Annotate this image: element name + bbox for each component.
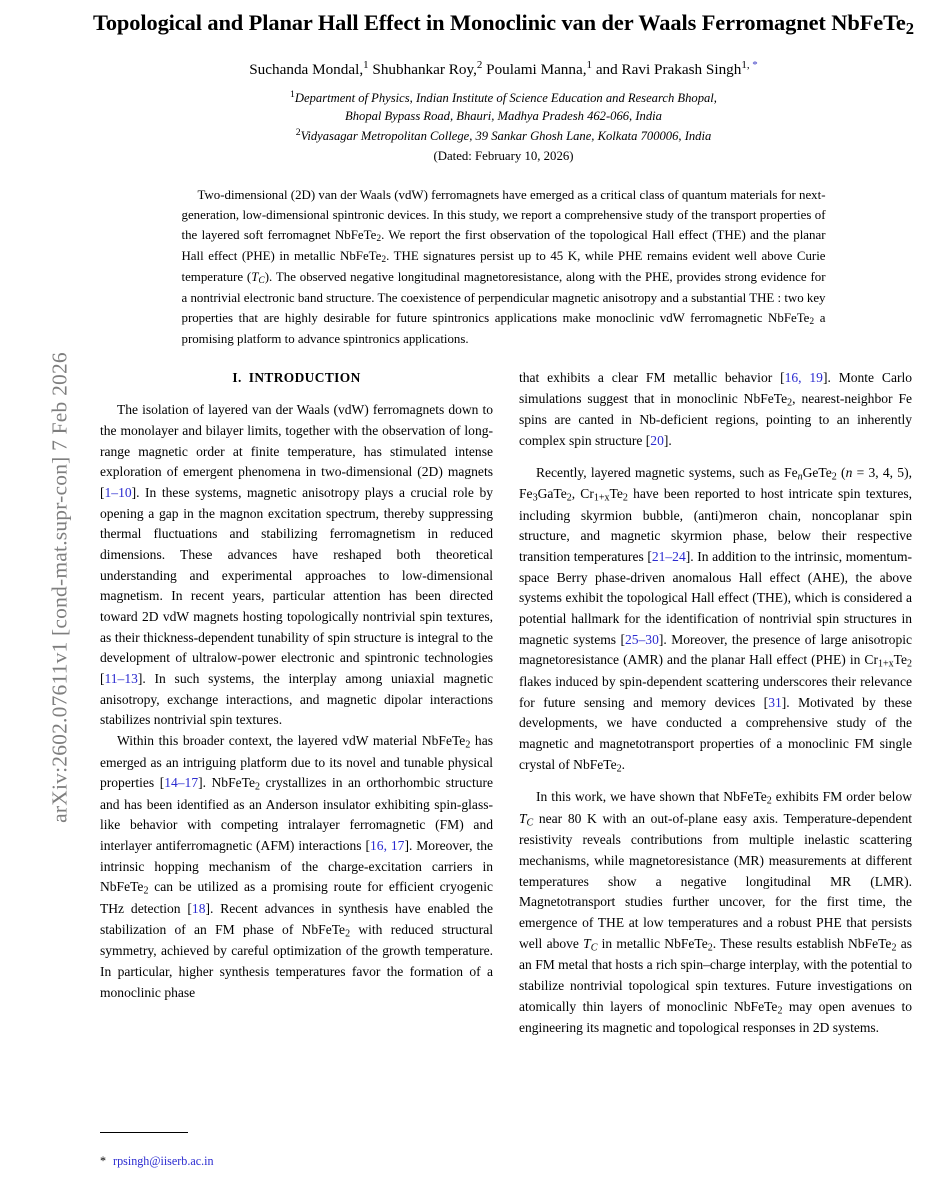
citation-31[interactable]: 31 [768,694,782,710]
rp2-seg-k: Te [893,652,907,668]
section-title: INTRODUCTION [248,370,361,385]
rp3-seg-a: In this work, we have shown that NbFeTe [536,789,767,805]
rp3-seg-g: may open avenues to engineering its magnetic and topological responses in 2D systems. [519,998,912,1036]
left-paragraph-2 [100,731,493,1003]
affiliation-2-marker: 2 [295,127,301,139]
rp3-seg-c: near 80 K with an out-of-plane easy axis. Temperature-dependent resistivity reveals contributions from multiple inelastic scattering mechanisms, while magnetoresistance (MR) measurements at different temperatures show a negative longitudinal MR (LMR). Magnetotransport studies further uncover, for the first time, the emergence of THE at low temperatures and a robust PHE that persists well above [519,810,912,951]
lp2-sub-1: 2 [465,739,471,751]
abstract-sub-4: 2 [809,316,815,328]
affiliation-2-text: Vidyasagar Metropolitan College, 39 Sankar Ghosh Lane, Kolkata 700006, India [300,129,712,144]
citation-16-19[interactable]: 16, 19 [784,370,823,385]
left-paragraph-1 [100,400,493,731]
abstract [182,164,826,349]
abstract-math-tc: T [251,270,259,285]
lp2-seg-d: crystallizes in an orthorhombic structure and has been identified as an Anderson insulator exhibiting spin-glass-like behavior with competing intralayer ferromagnetic (FM) and interlayer antiferromagnetic (AFM) interactions [ [100,775,494,854]
footnote-marker: * [100,1154,107,1169]
affiliation-1-line2-text: Bhopal Bypass Road, Bhauri, Madhya Pradesh 462-066, India [345,109,662,124]
affiliation-1-marker: 1 [290,89,295,101]
affiliation-1-line2 [116,108,891,126]
rp3-seg-b: exhibits FM order below [771,789,912,805]
rp2-seg-c: ( [836,464,846,480]
rp2-seg-b: GeTe [802,464,832,480]
author-3: Poulami Manna, [482,61,587,79]
paragraph-spacer-2 [519,776,912,787]
affiliation-1 [116,88,891,108]
rp3-sub-2: 2 [707,941,713,953]
citation-16-17[interactable]: 16, 17 [370,838,405,854]
rp2-sub-3: 3 [532,492,538,504]
lp1-seg-a: The isolation of layered van der Waals (vdW) ferromagnets down to the monolayer and bilayer limits, together with the observation of long-range magnetic order at finite temperature, has stimulated intense exploration of emergent phenomena in two-dimensional (2D) magnets [ [100,402,493,501]
rp3-math-tc-2: T [583,935,591,951]
author-4-affil-marker: 1, [741,59,753,72]
citation-11-13[interactable]: 11–13 [104,670,138,686]
page-title-subscript: 2 [905,18,914,38]
lp2-sub-3: 2 [143,885,149,897]
paper-page [56,0,951,1200]
rp2-seg-m: ]. Motivated by these developments, we have conducted a comprehensive study of the magnetic and magnetotransport properties of a monoclinic FM single crystal of NbFeTe [519,694,912,772]
right-column [519,368,912,1198]
author-2: Shubhankar Roy, [368,61,477,79]
lp2-sub-2: 2 [254,781,260,793]
rp3-math-tc-2-sub: C [590,941,598,953]
affiliation-1-text: Department of Physics, Indian Institute of Science Education and Research Bhopal, [294,91,717,106]
right-paragraph-3 [519,787,912,1039]
lp1-seg-c: ]. In such systems, the interplay among uniaxial magnetic anisotropy, exchange interactions, and magnetic dipolar interactions stabilizes nontrivial spin textures. [100,670,493,728]
rp2-seg-d: = 3, 4, 5), Fe [519,464,912,502]
paper-date: (Dated: February 10, 2026) [433,149,574,164]
rp3-math-tc: T [519,810,527,826]
citation-18[interactable]: 18 [191,901,206,916]
page-title-text: Topological and Planar Hall Effect in Monoclinic van der Waals Ferromagnet NbFeTe [93,10,906,35]
section-heading-introduction [100,368,493,388]
rp2-sub-6: 2 [622,492,628,504]
footnote-rule [100,1132,188,1133]
abstract-seg-1: Two-dimensional (2D) van der Waals (vdW) ferromagnets have emerged as a critical class of quantum materials for next-generation, low-dimensional spintronic devices. In this study, we report a comprehensive study of the transport properties of the layered soft ferromagnet NbFeTe [181,188,826,243]
abstract-seg-5: a promising platform to advance spintronics applications. [181,310,826,346]
rp2-sub-2: 2 [831,470,837,482]
rp2-sub-7: 1+x [877,658,894,670]
affiliation-block [56,79,951,146]
rp1-seg-b: ]. Monte Carlo simulations suggest that in monoclinic NbFeTe [519,370,913,406]
rp2-seg-i: ]. In addition to the intrinsic, momentum-space Berry phase-driven anomalous Hall effect (AHE), the above systems exhibit the topological Hall effect (THE), which is considered a potential hallmark for the identification of nontrivial spin structures in magnetic systems [ [519,549,912,647]
rp2-sub-n: n [797,470,803,482]
arxiv-stamp [0,0,72,1200]
citation-25-30[interactable]: 25–30 [624,631,659,647]
lp2-seg-h: with reduced structural symmetry, achieved by careful optimization of the growth temperature. In particular, higher synthesis temperatures favor the formation of a monoclinic phase [100,921,493,1000]
rp2-seg-g: Te [609,486,623,502]
rp1-seg-d: ]. [663,432,672,448]
rp2-sub-5: 1+x [593,492,610,504]
abstract-seg-4: ). The observed negative longitudinal magnetoresistance, along with the PHE, provides strong evidence for a nontrivial electronic band structure. The coexistence of perpendicular magnetic anisotropy and a substantial THE : two key properties that are highly desirable for future spintronics applications make monoclinic vdW ferromagnetic NbFeTe [181,270,826,325]
corresponding-author-marker[interactable]: * [752,59,758,72]
author-list [56,38,951,79]
abstract-math-tc-sub: C [258,275,265,287]
rp3-seg-f: as an FM metal that hosts a rich spin–charge interplay, with the potential to stabilize nontrivial topological spin textures. Future investigations on atomically thin layers of monoclinic NbFeTe [519,935,912,1014]
body-columns [100,368,912,1198]
lp2-seg-g: ]. Recent advances in synthesis have enabled the stabilization of an FM phase of NbFeTe [100,901,493,937]
rp2-sub-8: 2 [906,658,912,670]
lp2-seg-b: has emerged as an intriguing platform due to its novel and tunable physical properties [ [100,732,493,791]
rp2-seg-e: GaTe [537,486,567,502]
rp2-seg-l: flakes induced by spin-dependent scattering underscores their relevance for future sensing and memory devices [ [519,673,912,710]
rp2-seg-f: , Cr [571,486,594,502]
author-3-affil-marker: 1 [586,59,593,72]
citation-1-10[interactable]: 1–10 [104,485,132,501]
abstract-paragraph [182,186,826,349]
left-column [100,368,493,1198]
rp1-sub-1: 2 [787,396,793,408]
rp1-seg-a: that exhibits a clear FM metallic behavior [ [519,370,785,385]
author-1: Suchanda Mondal, [249,61,364,79]
author-1-affil-marker: 1 [363,59,369,72]
right-paragraph-1 [519,368,912,452]
lp2-seg-a: Within this broader context, the layered vdW material NbFeTe [117,732,466,748]
lp2-seg-f: can be utilized as a promising route for efficient cryogenic THz detection [ [100,879,493,916]
lp2-sub-4: 2 [345,927,351,939]
footnote-line [100,1153,493,1170]
rp2-seg-a: Recently, layered magnetic systems, such as Fe [536,464,798,480]
lp2-seg-c: ]. NbFeTe [198,775,255,791]
affiliation-2 [116,126,891,146]
lp2-seg-e: ]. Moreover, the intrinsic hopping mechanism of the charge-excitation carriers in NbFeTe [100,838,494,895]
abstract-seg-2: . We report the first observation of the topological Hall effect (THE) and the planar Hall effect (PHE) in metallic NbFeTe [181,228,826,264]
citation-21-24[interactable]: 21–24 [651,549,686,565]
citation-20[interactable]: 20 [650,432,664,448]
footnote-block [100,1132,493,1170]
paragraph-spacer-1 [519,452,912,463]
rp2-sub-4: 2 [566,492,572,504]
section-number: I. [232,370,242,385]
rp1-seg-c: , nearest-neighbor Fe spins are canted in Nb-deficient regions, pointing to an inherently complex spin structure [ [519,390,913,448]
rp3-math-tc-sub: C [526,817,534,829]
lp1-seg-b: ]. In these systems, magnetic anisotropy plays a crucial role by opening a gap in the magnon excitation spectrum, thereby suppressing thermal fluctuations and stabilizing ferromagnetism in reduced dimensions. These advances have reshaped both theoretical understanding and experimental approaches to low-dimensional magnetism. In recent years, particular attention has been directed toward 2D vdW magnets hosting topologically nontrivial spin textures, as their thickness-dependent tunability of spin structure is integral to the development of ultralow-power electronic and spintronic technologies [ [100,485,493,686]
corresponding-email[interactable]: rpsingh@iiserb.ac.in [113,1154,214,1169]
arxiv-stamp-text: arXiv:2602.07611v1 [cond-mat.supr-con] 7 Feb 2026 [47,352,72,823]
rp2-seg-h: have been reported to host intricate spin textures, including skyrmion bubble, (anti)meron chain, noncoplanar spin structure, and magnetic skyrmion phase, below their respective transition temperatures [ [519,486,912,565]
right-paragraph-2 [519,463,912,777]
rp2-math-n: n [845,464,853,480]
abstract-seg-3: . THE signatures persist up to 45 K, while PHE remains evident well above Curie temperature ( [181,249,826,285]
abstract-sub-1: 2 [376,233,382,245]
author-4: and Ravi Prakash Singh [592,61,742,79]
rp2-sub-9: 2 [616,762,622,774]
rp2-seg-j: ]. Moreover, the presence of large anisotropic magnetoresistance (AMR) and the planar Hall effect (PHE) in Cr [519,631,912,668]
rp3-seg-e: . These results establish NbFeTe [712,935,892,951]
rp3-sub-3: 2 [891,941,897,953]
rp2-seg-n: . [621,756,626,772]
rp3-sub-1: 2 [766,795,772,807]
rp3-seg-d: in metallic NbFeTe [597,935,708,951]
rp3-sub-4: 2 [777,1004,783,1016]
author-2-affil-marker: 2 [476,59,483,72]
page-title [56,0,951,38]
citation-14-17[interactable]: 14–17 [164,775,199,791]
abstract-sub-2: 2 [381,254,387,266]
